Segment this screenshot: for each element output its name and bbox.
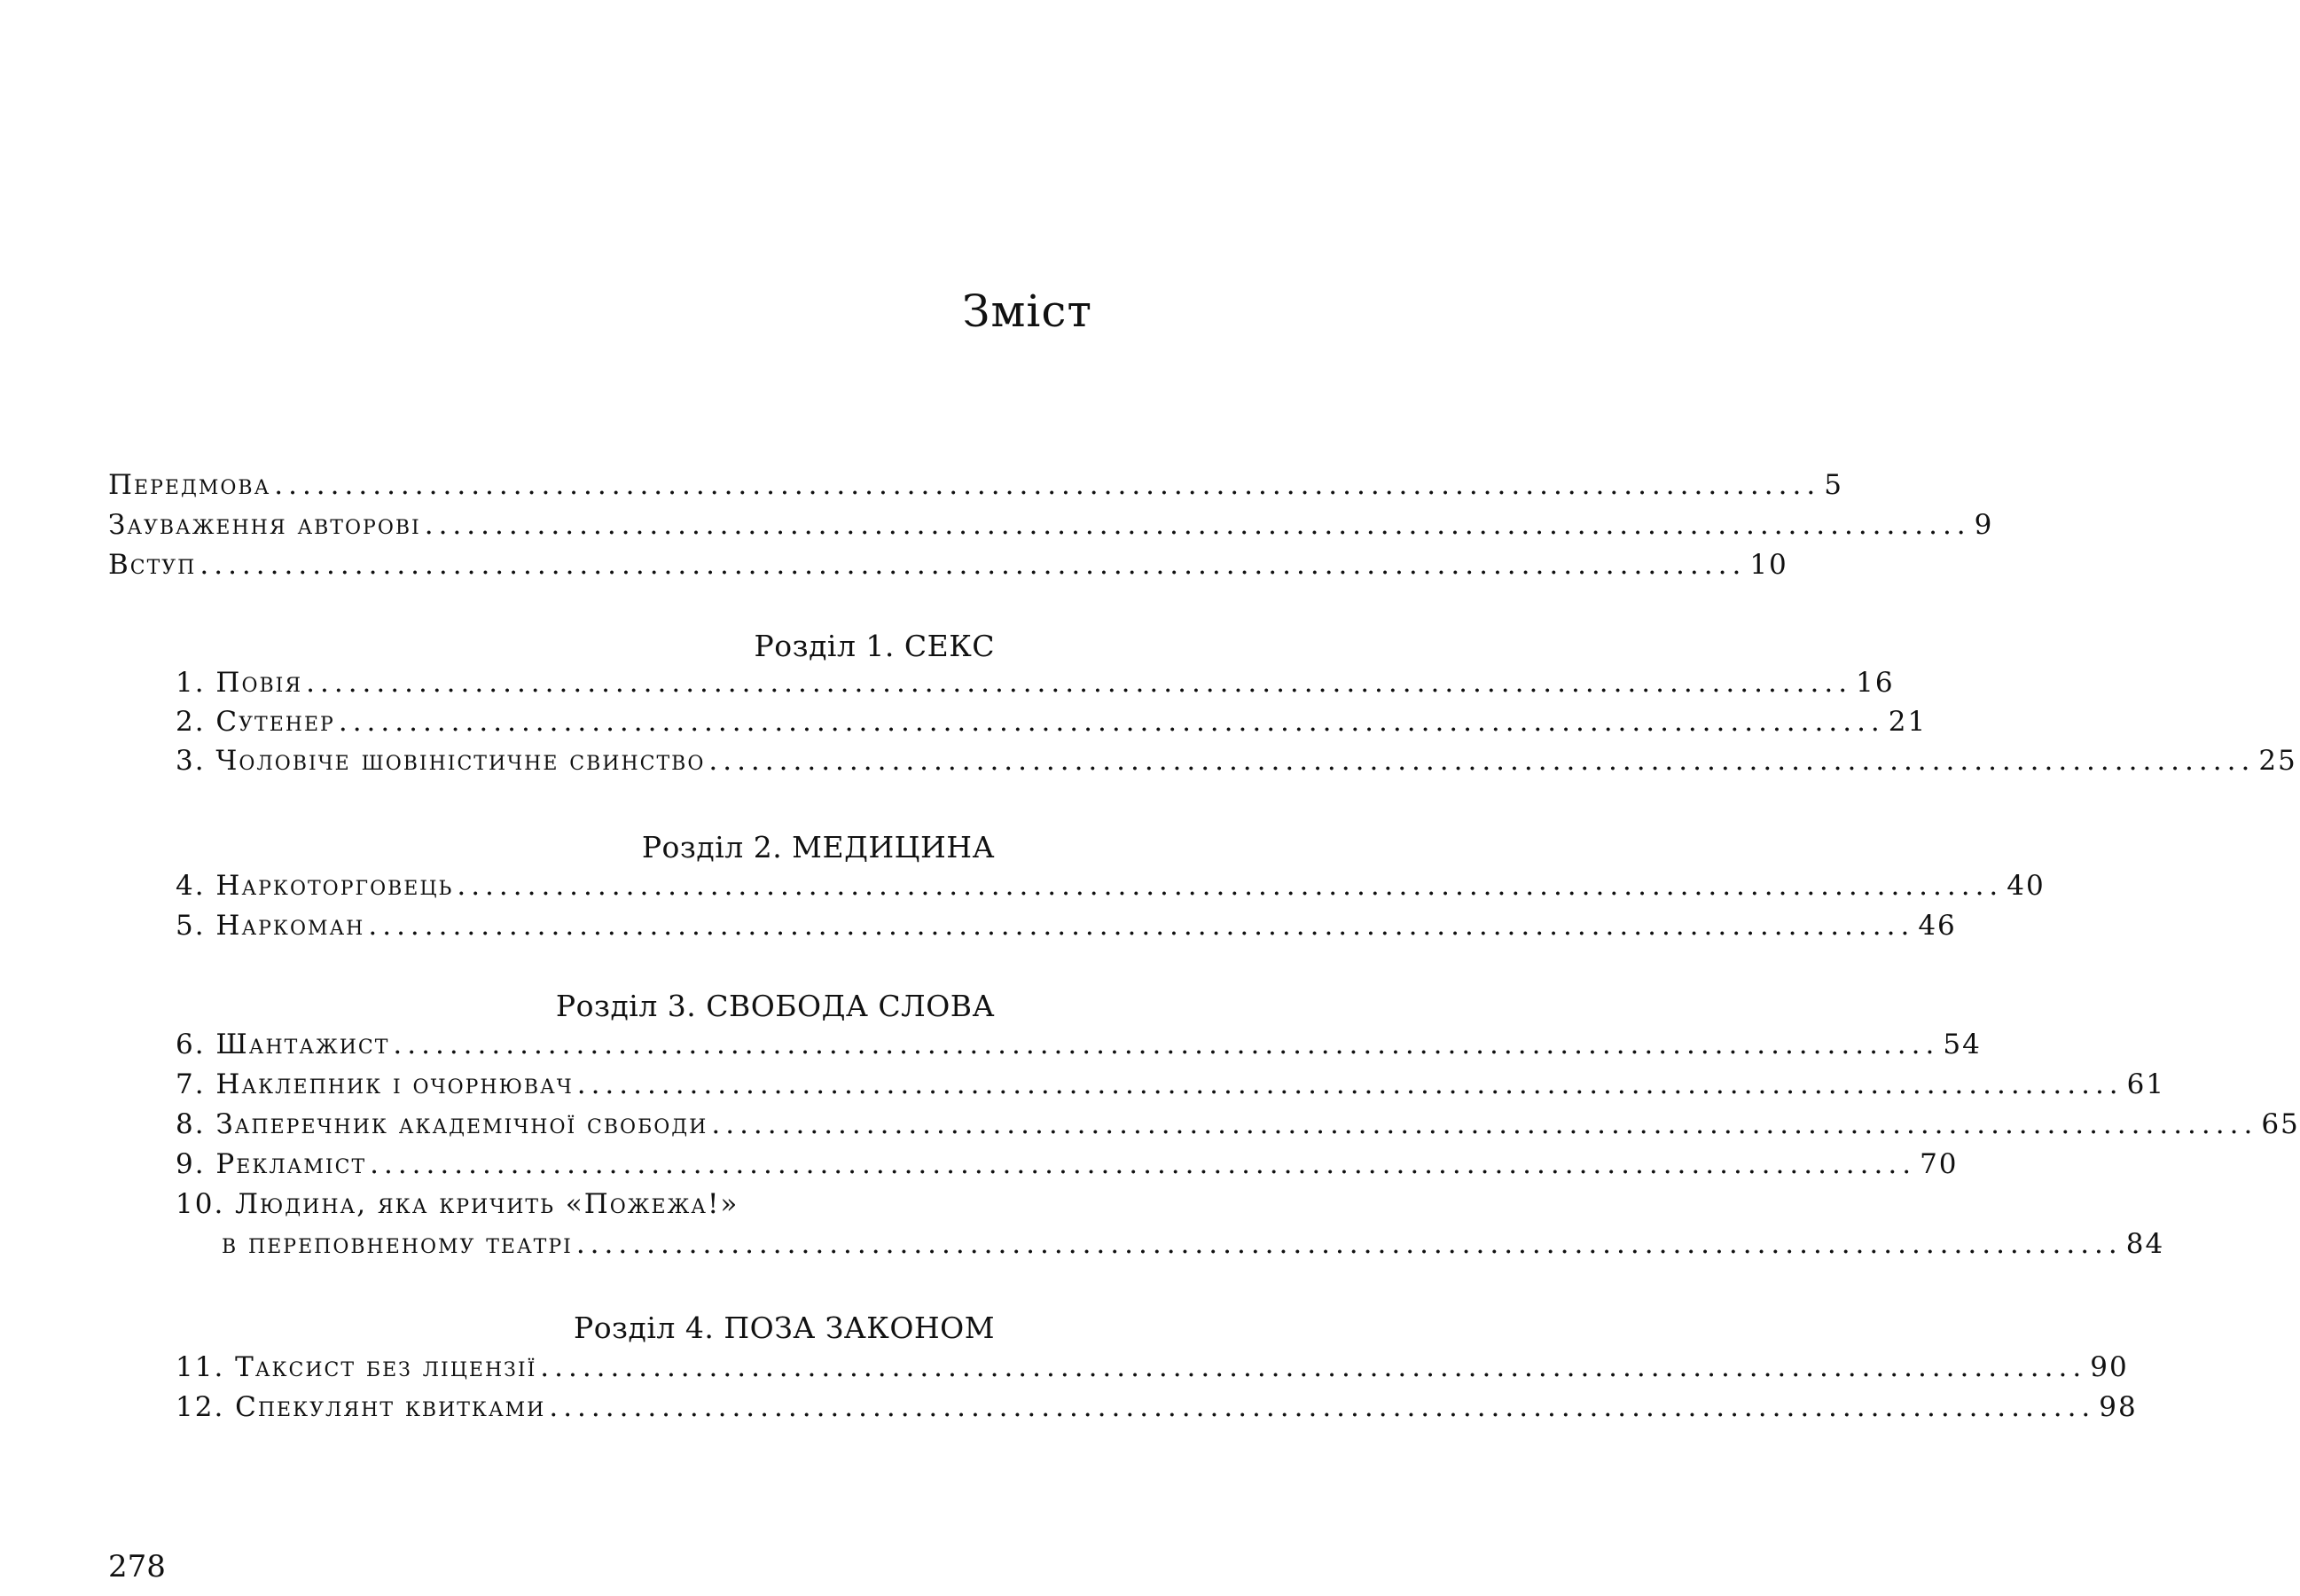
- part-heading-2: Розділ 2. МЕДИЦИНА: [641, 830, 995, 864]
- toc-entry-label: 9. Рекламіст: [176, 1148, 367, 1180]
- dot-leader: ..............................................................................................................: [338, 706, 1885, 738]
- part-heading-4: Розділ 4. ПОЗА ЗАКОНОМ: [573, 1310, 995, 1345]
- toc-entry-label: Вступ: [108, 549, 197, 581]
- toc-entry-chapter-5[interactable]: [176, 910, 1957, 942]
- toc-entry-chapter-9[interactable]: [176, 1148, 1959, 1180]
- toc-entry-label: 1. Повія: [176, 667, 303, 699]
- page-number: 278: [108, 1549, 166, 1584]
- dot-leader: ..............................................................................................................: [540, 1351, 2087, 1383]
- toc-entry-page: 5: [1824, 469, 1843, 501]
- toc-entry-page: 90: [2090, 1351, 2129, 1383]
- toc-entry-label: 4. Наркоторговець: [176, 870, 454, 902]
- toc-entry-page: 25: [2258, 745, 2297, 777]
- toc-entry-page: 21: [1888, 706, 1928, 738]
- toc-entry-page: 61: [2126, 1068, 2166, 1100]
- dot-leader: ..............................................................................................................: [457, 870, 2004, 902]
- dot-leader: ..............................................................................................................: [576, 1068, 2124, 1100]
- toc-entry-page: 16: [1856, 667, 1895, 699]
- dot-leader: ..............................................................................................................: [199, 549, 1747, 581]
- dot-leader: ..............................................................................................................: [306, 667, 1853, 699]
- toc-entry-page: 84: [2125, 1228, 2165, 1260]
- toc-entry-label: 11. Таксист без ліцензії: [176, 1351, 537, 1383]
- toc-entry-chapter-4[interactable]: [176, 870, 2046, 902]
- dot-leader: ..............................................................................................................: [549, 1391, 2096, 1423]
- dot-leader: ..............................................................................................................: [711, 1108, 2258, 1140]
- dot-leader: ..............................................................................................................: [393, 1029, 1940, 1060]
- toc-entry-page: 46: [1918, 910, 1957, 942]
- toc-entry-page: 65: [2261, 1108, 2300, 1140]
- toc-entry-chapter-8[interactable]: [176, 1108, 2300, 1140]
- toc-entry-chapter-6[interactable]: [176, 1029, 1982, 1060]
- toc-entry-introduction[interactable]: [108, 549, 1788, 581]
- toc-entry-chapter-11[interactable]: [176, 1351, 2129, 1383]
- toc-entry-label: 12. Спекулянт квитками: [176, 1391, 546, 1423]
- toc-entry-label: в переповненому театрі: [222, 1228, 573, 1260]
- toc-entry-chapter-3[interactable]: [176, 745, 2297, 777]
- toc-entry-label: 3. Чоловіче шовіністичне свинство: [176, 745, 706, 777]
- toc-entry-preface[interactable]: [108, 469, 1843, 501]
- part-heading-3: Розділ 3. СВОБОДА СЛОВА: [555, 989, 995, 1023]
- toc-entry-label: 8. Заперечник академічної свободи: [176, 1108, 708, 1140]
- toc-entry-label: Передмова: [108, 469, 271, 501]
- toc-entry-chapter-12[interactable]: [176, 1391, 2138, 1423]
- toc-entry-chapter-10-label[interactable]: 10. Людина, яка кричить «Пожежа!»: [176, 1188, 739, 1220]
- page-title: Зміст: [962, 286, 1092, 337]
- toc-entry-page: 54: [1943, 1029, 1982, 1060]
- toc-entry-label: 6. Шантажист: [176, 1029, 390, 1060]
- toc-entry-label: 5. Наркоман: [176, 910, 365, 942]
- toc-entry-chapter-1[interactable]: [176, 667, 1895, 699]
- part-heading-1: Розділ 1. СЕКС: [754, 629, 995, 663]
- dot-leader: ..............................................................................................................: [370, 1148, 1917, 1180]
- toc-entry-page: 98: [2099, 1391, 2138, 1423]
- dot-leader: ..............................................................................................................: [368, 910, 1915, 942]
- toc-entry-page: 9: [1974, 509, 1994, 541]
- toc-entry-chapter-7[interactable]: [176, 1068, 2166, 1100]
- toc-entry-label: Зауваження авторові: [108, 509, 421, 541]
- dot-leader: ..............................................................................................................: [708, 745, 2256, 777]
- toc-entry-chapter-2[interactable]: [176, 706, 1928, 738]
- dot-leader: ..............................................................................................................: [575, 1228, 2123, 1260]
- toc-entry-chapter-10-continuation[interactable]: [222, 1228, 2165, 1260]
- toc-entry-author-note[interactable]: [108, 509, 1994, 541]
- toc-entry-page: 10: [1749, 549, 1788, 581]
- toc-entry-page: 40: [2007, 870, 2046, 902]
- dot-leader: ..............................................................................................................: [274, 469, 1821, 501]
- toc-entry-label: 7. Наклепник і очорнювач: [176, 1068, 574, 1100]
- toc-entry-label: 2. Сутенер: [176, 706, 335, 738]
- toc-entry-page: 70: [1920, 1148, 1959, 1180]
- dot-leader: ..............................................................................................................: [424, 509, 1971, 541]
